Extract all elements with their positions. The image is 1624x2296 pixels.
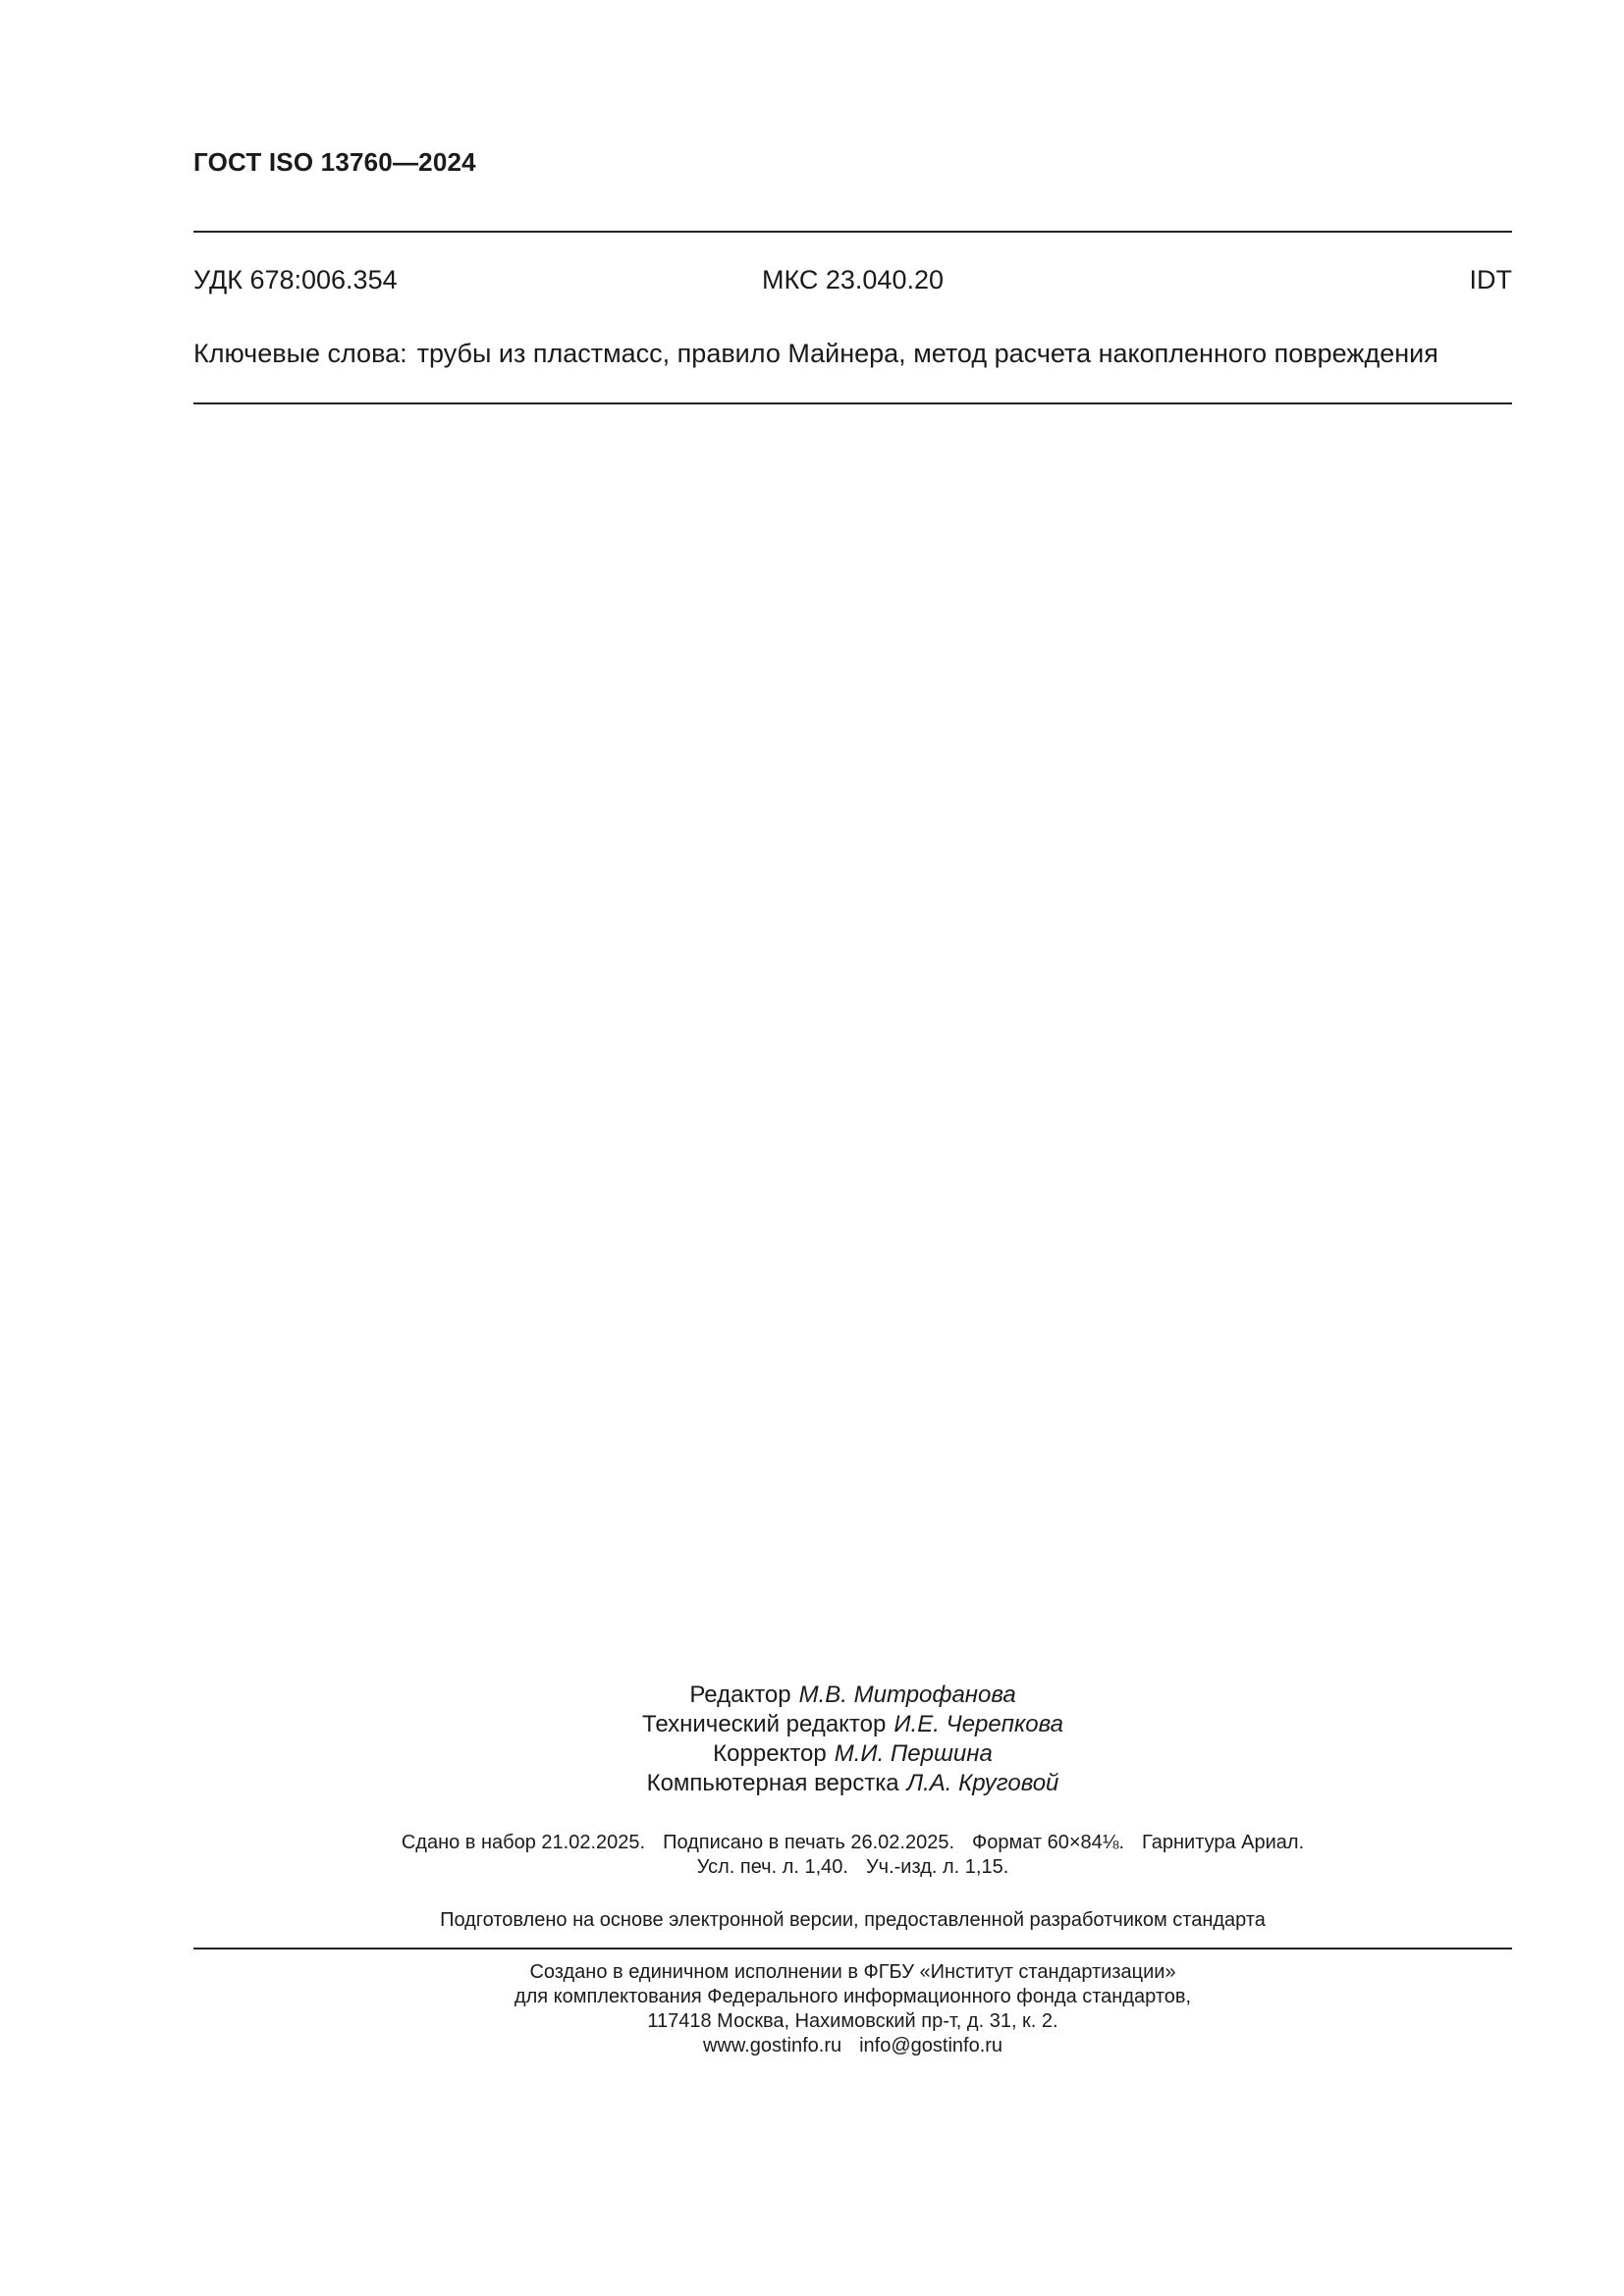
publisher-contacts	[193, 2034, 1512, 2058]
typeface: Гарнитура Ариал.	[1142, 1832, 1305, 1853]
mks-code: МКС 23.040.20	[761, 265, 945, 294]
email-link[interactable]: info@gostinfo.ru	[859, 2035, 1003, 2056]
header-rule	[193, 231, 1512, 233]
equivalence-degree: IDT	[1469, 265, 1512, 294]
print-info-line-2	[193, 1855, 1512, 1880]
publisher-line-1: Создано в единичном исполнении в ФГБУ «Институт стандартизации»	[529, 1961, 1176, 1983]
paper-format: Формат 60×84⅛.	[972, 1832, 1125, 1853]
website-link[interactable]: www.gostinfo.ru	[702, 2035, 842, 2056]
credit-technical-editor	[193, 1710, 1512, 1739]
credit-editor	[193, 1681, 1512, 1710]
print-info-line-1	[193, 1831, 1512, 1855]
credit-role: Технический редактор	[642, 1711, 887, 1737]
credit-role: Корректор	[713, 1740, 827, 1767]
keywords-rule	[193, 402, 1512, 404]
publisher-block	[193, 1960, 1512, 2058]
prepared-note: Подготовлено на основе электронной версии, предоставленной разработчиком стандарта	[440, 1909, 1266, 1931]
credit-person: Л.А. Круговой	[906, 1770, 1059, 1796]
publisher-line-2: для комплектования Федерального информационного фонда стандартов,	[514, 1986, 1192, 2007]
print-info-block	[193, 1831, 1512, 1880]
footer-rule	[193, 1948, 1512, 1949]
classification-row	[193, 265, 1512, 298]
credit-layout	[193, 1769, 1512, 1798]
document-designation: ГОСТ ISO 13760—2024	[193, 147, 476, 177]
credit-role: Компьютерная верстка	[646, 1770, 899, 1796]
publisher-address: 117418 Москва, Нахимовский пр-т, д. 31, к. 2.	[647, 2010, 1058, 2032]
credit-proofreader	[193, 1739, 1512, 1769]
publisher-sheets: Уч.-изд. л. 1,15.	[865, 1856, 1009, 1878]
credit-person: И.Е. Черепкова	[893, 1711, 1063, 1737]
udk-code: УДК 678:006.354	[193, 265, 398, 294]
credit-role: Редактор	[689, 1682, 791, 1708]
print-sheets: Усл. печ. л. 1,40.	[696, 1856, 848, 1878]
credit-person: М.И. Першина	[834, 1740, 993, 1767]
keywords-label: Ключевые слова:	[193, 339, 407, 368]
submitted-date: Сдано в набор 21.02.2025.	[401, 1832, 646, 1853]
keywords-value: трубы из пластмасс, правило Майнера, метод расчета накопленного повреждения	[416, 339, 1438, 368]
credits-block	[193, 1681, 1512, 1798]
keywords-line	[193, 339, 1512, 369]
credit-person: М.В. Митрофанова	[798, 1682, 1016, 1708]
signed-date: Подписано в печать 26.02.2025.	[663, 1832, 955, 1853]
